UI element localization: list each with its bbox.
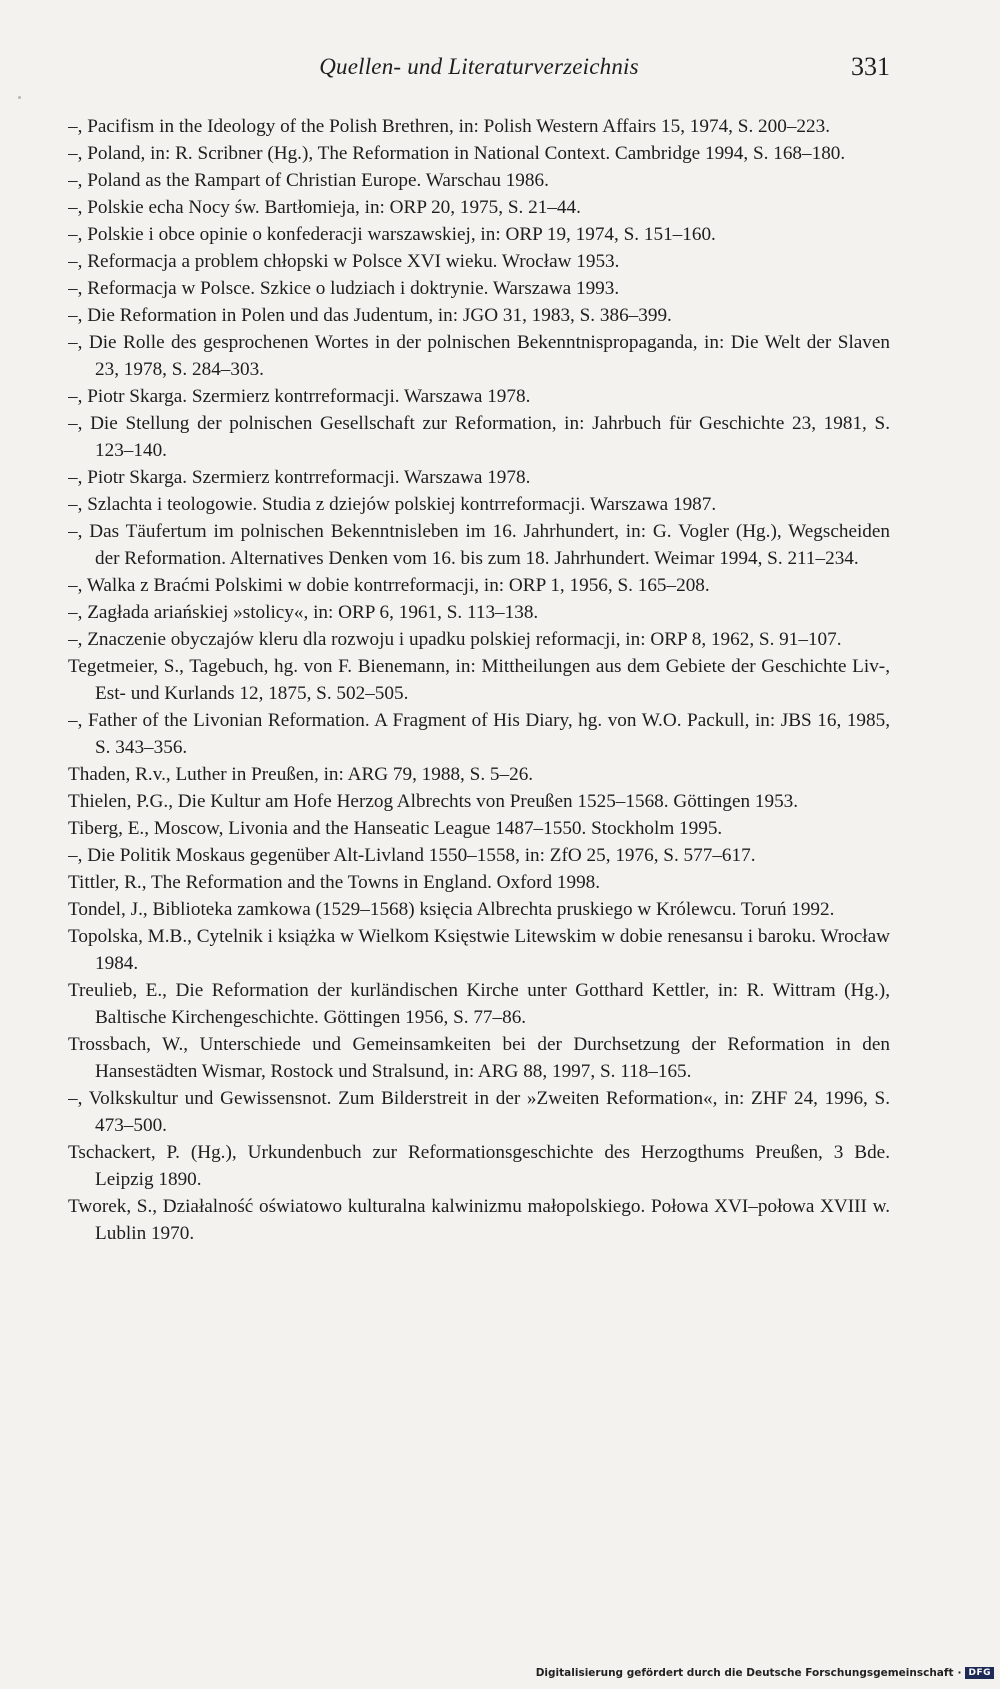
bibliography-entry: –, Volkskultur und Gewissensnot. Zum Bilderstreit in der »Zweiten Reformation«, in: ZHF 24, 1996, S. 473–500.	[68, 1088, 890, 1136]
bibliography-entry: –, Znaczenie obyczajów kleru dla rozwoju i upadku polskiej reformacji, in: ORP 8, 1962, S. 91–107.	[68, 629, 842, 650]
bibliography-entry: Trossbach, W., Unterschiede und Gemeinsamkeiten bei der Durchsetzung der Reformation in den Hansestädten Wismar, Rostock und Stralsund, in: ARG 88, 1997, S. 118–165.	[68, 1034, 890, 1082]
bibliography-entry: Thielen, P.G., Die Kultur am Hofe Herzog Albrechts von Preußen 1525–1568. Göttingen 1953.	[68, 791, 799, 812]
bibliography-entry: –, Poland as the Rampart of Christian Europe. Warschau 1986.	[68, 170, 549, 191]
bibliography-entry: –, Polskie echa Nocy św. Bartłomieja, in: ORP 20, 1975, S. 21–44.	[68, 197, 581, 218]
bibliography-entry: –, Szlachta i teologowie. Studia z dziejów polskiej kontrreformacji. Warszawa 1987.	[68, 494, 717, 515]
bibliography-entry: Tondel, J., Biblioteka zamkowa (1529–1568) księcia Albrechta pruskiego w Królewcu. Toruń 1992.	[68, 899, 835, 920]
bibliography-list	[68, 113, 890, 1498]
bibliography-entry: –, Piotr Skarga. Szermierz kontrreformacji. Warszawa 1978.	[68, 386, 531, 407]
dfg-logo-icon: DFG	[965, 1667, 994, 1679]
bibliography-entry: Topolska, M.B., Cytelnik i książka w Wielkom Księstwie Litewskim w dobie renesansu i baroku. Wrocław 1984.	[68, 926, 890, 974]
bibliography-entry: –, Die Politik Moskaus gegenüber Alt-Livland 1550–1558, in: ZfO 25, 1976, S. 577–617.	[68, 845, 756, 866]
running-header-title: Quellen- und Literaturverzeichnis	[319, 54, 639, 79]
bibliography-entry: –, Poland, in: R. Scribner (Hg.), The Reformation in National Context. Cambridge 1994, S. 168–180.	[68, 143, 846, 164]
digitization-credit	[536, 1663, 994, 1683]
digitization-credit-text: Digitalisierung gefördert durch die Deutsche Forschungsgemeinschaft	[535, 1667, 954, 1679]
bibliography-entry: Tittler, R., The Reformation and the Towns in England. Oxford 1998.	[68, 872, 601, 893]
page-number: 331	[851, 52, 890, 81]
bibliography-entry: –, Reformacja a problem chłopski w Polsce XVI wieku. Wrocław 1953.	[68, 251, 620, 272]
bibliography-entry: –, Die Rolle des gesprochenen Wortes in der polnischen Bekenntnispropaganda, in: Die Welt der Slaven 23, 1978, S. 284–303.	[68, 332, 890, 380]
bibliography-entry: –, Zagłada ariańskiej »stolicy«, in: ORP 6, 1961, S. 113–138.	[68, 602, 539, 623]
bibliography-entry: –, Pacifism in the Ideology of the Polish Brethren, in: Polish Western Affairs 15, 1974, S. 200–223.	[68, 116, 830, 137]
bibliography-entry: –, Father of the Livonian Reformation. A Fragment of His Diary, hg. von W.O. Packull, in: JBS 16, 1985, S. 343–356.	[68, 710, 890, 758]
bibliography-entry: –, Die Reformation in Polen und das Judentum, in: JGO 31, 1983, S. 386–399.	[68, 305, 672, 326]
bibliography-entry: Tworek, S., Działalność oświatowo kulturalna kalwinizmu małopolskiego. Połowa XVI–połowa XVIII w. Lublin 1970.	[68, 1196, 890, 1244]
bibliography-entry: –, Die Stellung der polnischen Gesellschaft zur Reformation, in: Jahrbuch für Geschichte 23, 1981, S. 123–140.	[68, 413, 890, 461]
dfg-logo-separator: ·	[957, 1667, 962, 1679]
bibliography-entry: –, Walka z Braćmi Polskimi w dobie kontrreformacji, in: ORP 1, 1956, S. 165–208.	[68, 575, 710, 596]
bibliography-entry: Treulieb, E., Die Reformation der kurländischen Kirche unter Gotthard Kettler, in: R. Wittram (Hg.), Baltische Kirchengeschichte. Göttingen 1956, S. 77–86.	[68, 980, 890, 1028]
bibliography-entry: Thaden, R.v., Luther in Preußen, in: ARG 79, 1988, S. 5–26.	[68, 764, 534, 785]
running-header	[68, 48, 890, 88]
bibliography-entry: –, Piotr Skarga. Szermierz kontrreformacji. Warszawa 1978.	[68, 467, 531, 488]
bibliography-entry: Tegetmeier, S., Tagebuch, hg. von F. Bienemann, in: Mittheilungen aus dem Gebiete der Geschichte Liv-, Est- und Kurlands 12, 1875, S. 502–505.	[68, 656, 890, 704]
bibliography-entry: Tschackert, P. (Hg.), Urkundenbuch zur Reformationsgeschichte des Herzogthums Preußen, 3 Bde. Leipzig 1890.	[68, 1142, 890, 1190]
scan-speck	[18, 96, 21, 99]
bibliography-entry: Tiberg, E., Moscow, Livonia and the Hanseatic League 1487–1550. Stockholm 1995.	[68, 818, 723, 839]
bibliography-entry: –, Reformacja w Polsce. Szkice o ludziach i doktrynie. Warszawa 1993.	[68, 278, 620, 299]
bibliography-entry: –, Polskie i obce opinie o konfederacji warszawskiej, in: ORP 19, 1974, S. 151–160.	[68, 224, 716, 245]
bibliography-entry: –, Das Täufertum im polnischen Bekenntnisleben im 16. Jahrhundert, in: G. Vogler (Hg.), Wegscheiden der Reformation. Alternatives Denken vom 16. bis zum 18. Jahrhundert. Weimar 1994, S. 211–234.	[68, 521, 890, 569]
